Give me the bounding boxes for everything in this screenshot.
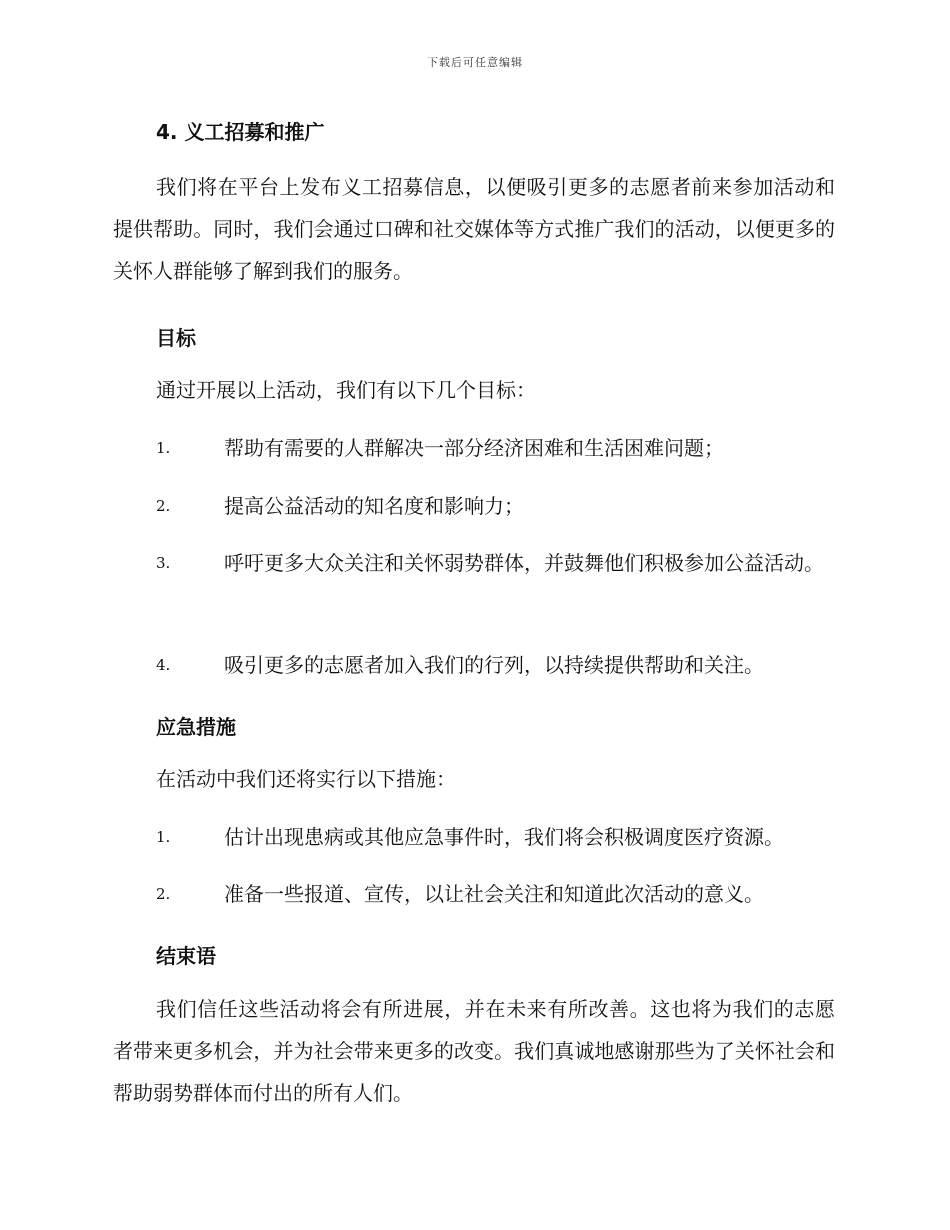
section-heading-recruitment: 4. 义工招募和推广 xyxy=(156,120,325,144)
list-item-goal-4 xyxy=(113,644,835,686)
list-item-emergency-2 xyxy=(113,873,835,915)
list-item-text: 呼吁更多大众关注和关怀弱势群体，并鼓舞他们积极参加公益活动。 xyxy=(224,551,824,575)
list-number: 2. xyxy=(156,885,171,903)
list-item-text: 提高公益活动的知名度和影响力； xyxy=(224,494,524,518)
section-heading-goals: 目标 xyxy=(156,326,196,350)
list-item-text: 帮助有需要的人群解决一部分经济困难和生活困难问题； xyxy=(224,436,724,460)
page-header: 下载后可任意编辑 xyxy=(427,56,523,69)
paragraph-goals-intro: 通过开展以上活动，我们有以下几个目标： xyxy=(156,378,536,402)
list-item-emergency-1 xyxy=(113,816,835,858)
list-number: 2. xyxy=(156,497,171,515)
list-item-goal-3 xyxy=(113,542,835,584)
paragraph-recruitment: 我们将在平台上发布义工招募信息，以便吸引更多的志愿者前来参加活动和提供帮助。同时，我们会通过口碑和社交媒体等方式推广我们的活动，以便更多的关怀人群能够了解到我们的服务。 xyxy=(113,175,835,283)
paragraph-emergency-intro: 在活动中我们还将实行以下措施： xyxy=(156,767,456,791)
list-item-goal-2 xyxy=(113,485,835,527)
list-number: 3. xyxy=(156,554,171,572)
list-item-text: 准备一些报道、宣传，以让社会关注和知道此次活动的意义。 xyxy=(224,882,764,906)
list-number: 1. xyxy=(156,828,171,846)
section-heading-emergency: 应急措施 xyxy=(156,715,236,739)
list-item-text: 吸引更多的志愿者加入我们的行列，以持续提供帮助和关注。 xyxy=(224,653,764,677)
list-item-text: 估计出现患病或其他应急事件时，我们将会积极调度医疗资源。 xyxy=(224,825,784,849)
paragraph-conclusion: 我们信任这些活动将会有所进展，并在未来有所改善。这也将为我们的志愿者带来更多机会，并为社会带来更多的改变。我们真诚地感谢那些为了关怀社会和帮助弱势群体而付出的所有人们。 xyxy=(113,997,835,1105)
list-number: 1. xyxy=(156,439,171,457)
list-number: 4. xyxy=(156,656,171,674)
section-heading-conclusion: 结束语 xyxy=(156,944,216,968)
list-item-goal-1 xyxy=(113,427,835,469)
